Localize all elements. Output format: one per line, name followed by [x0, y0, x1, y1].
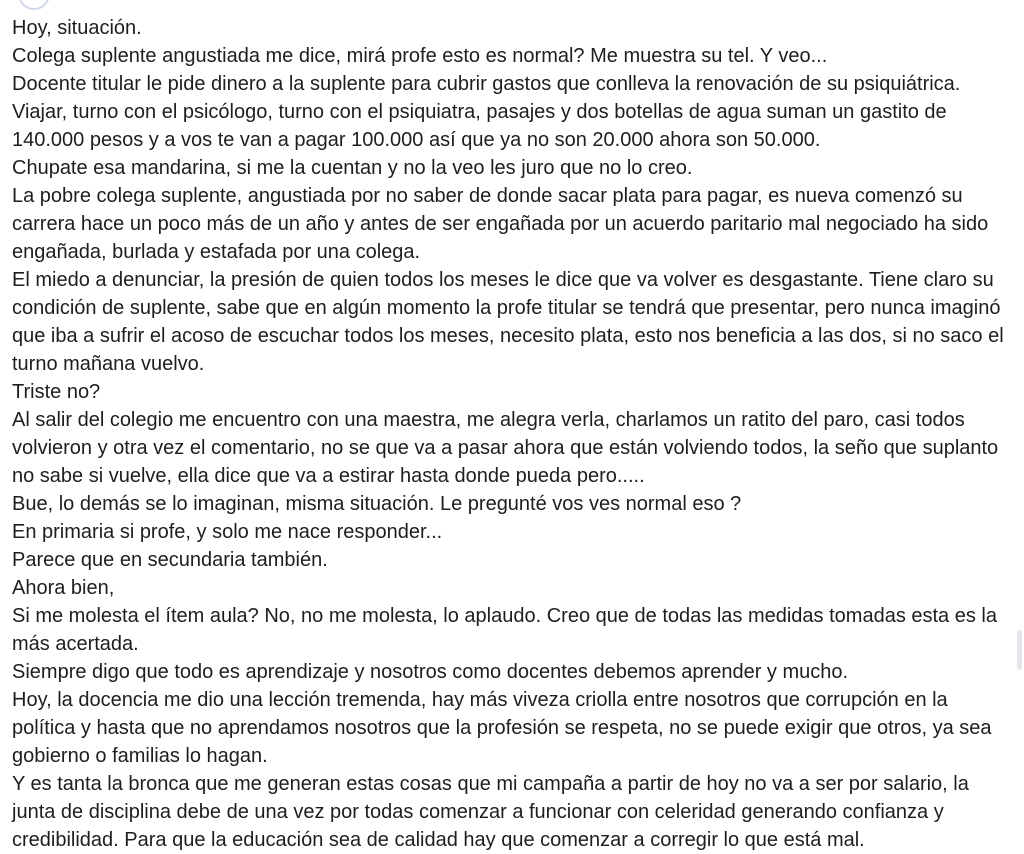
post-text-line: Hoy, la docencia me dio una lección tremenda, hay más viveza criolla entre nosotros que corrupción en la [12, 689, 948, 711]
post-text-line: En primaria si profe, y solo me nace responder... [12, 521, 443, 543]
post-text [12, 14, 1012, 854]
post-text-line: Hoy, situación. [12, 17, 142, 39]
post-text-line: turno mañana vuelvo. [12, 353, 205, 375]
post-text-line: condición de suplente, sabe que en algún momento la profe titular se tendrá que presentar, pero nunca imaginó [12, 297, 1001, 319]
scrollbar-thumb[interactable] [1017, 630, 1022, 670]
post-text-line: Chupate esa mandarina, si me la cuentan y no la veo les juro que no lo creo. [12, 157, 693, 179]
post-text-line: no sabe si vuelve, ella dice que va a estirar hasta donde pueda pero..... [12, 465, 645, 487]
post-text-line: Y es tanta la bronca que me generan estas cosas que mi campaña a partir de hoy no va a ser por salario, la [12, 773, 969, 795]
post-text-line: Al salir del colegio me encuentro con una maestra, me alegra verla, charlamos un ratito del paro, casi todos [12, 409, 965, 431]
post-text-line: La pobre colega suplente, angustiada por no saber de donde sacar plata para pagar, es nueva comenzó su [12, 185, 963, 207]
post-text-line: 140.000 pesos y a vos te van a pagar 100.000 así que ya no son 20.000 ahora son 50.000. [12, 129, 821, 151]
post-text-line: Colega suplente angustiada me dice, mirá profe esto es normal? Me muestra su tel. Y veo... [12, 45, 828, 67]
post-text-line: junta de disciplina debe de una vez por todas comenzar a funcionar con celeridad generando confianza y [12, 801, 944, 823]
post-text-line: carrera hace un poco más de un año y antes de ser engañada por un acuerdo paritario mal negociado ha sido [12, 213, 989, 235]
post-text-line: política y hasta que no aprendamos nosotros que la profesión se respeta, no se puede exigir que otros, ya sea [12, 717, 992, 739]
post-text-line: Parece que en secundaria también. [12, 549, 328, 571]
post-text-line: Bue, lo demás se lo imaginan, misma situación. Le pregunté vos ves normal eso ? [12, 493, 742, 515]
post-text-line: El miedo a denunciar, la presión de quien todos los meses le dice que va volver es desgastante. Tiene claro su [12, 269, 994, 291]
post-text-line: más acertada. [12, 633, 139, 655]
post-text-line: Docente titular le pide dinero a la suplente para cubrir gastos que conlleva la renovación de su psiquiátrica. [12, 73, 961, 95]
post-text-line: Viajar, turno con el psicólogo, turno con el psiquiatra, pasajes y dos botellas de agua suman un gastito de [12, 101, 947, 123]
post-text-line: credibilidad. Para que la educación sea de calidad hay que comenzar a corregir lo que está mal. [12, 829, 865, 851]
post-text-line: Siempre digo que todo es aprendizaje y nosotros como docentes debemos aprender y mucho. [12, 661, 849, 683]
post-text-line: volvieron y otra vez el comentario, no se que va a pasar ahora que están volviendo todos, la seño que suplanto [12, 437, 999, 459]
post-text-line: Si me molesta el ítem aula? No, no me molesta, lo aplaudo. Creo que de todas las medidas tomadas esta es la [12, 605, 997, 627]
post-text-line: Triste no? [12, 381, 101, 403]
avatar[interactable] [18, 0, 50, 10]
post-text-line: que iba a sufrir el acoso de escuchar todos los meses, necesito plata, esto nos beneficia a las dos, si no saco el [12, 325, 1004, 347]
post-text-line: gobierno o familias lo hagan. [12, 745, 268, 767]
post-text-line: engañada, burlada y estafada por una colega. [12, 241, 421, 263]
post-text-line: Ahora bien, [12, 577, 115, 599]
